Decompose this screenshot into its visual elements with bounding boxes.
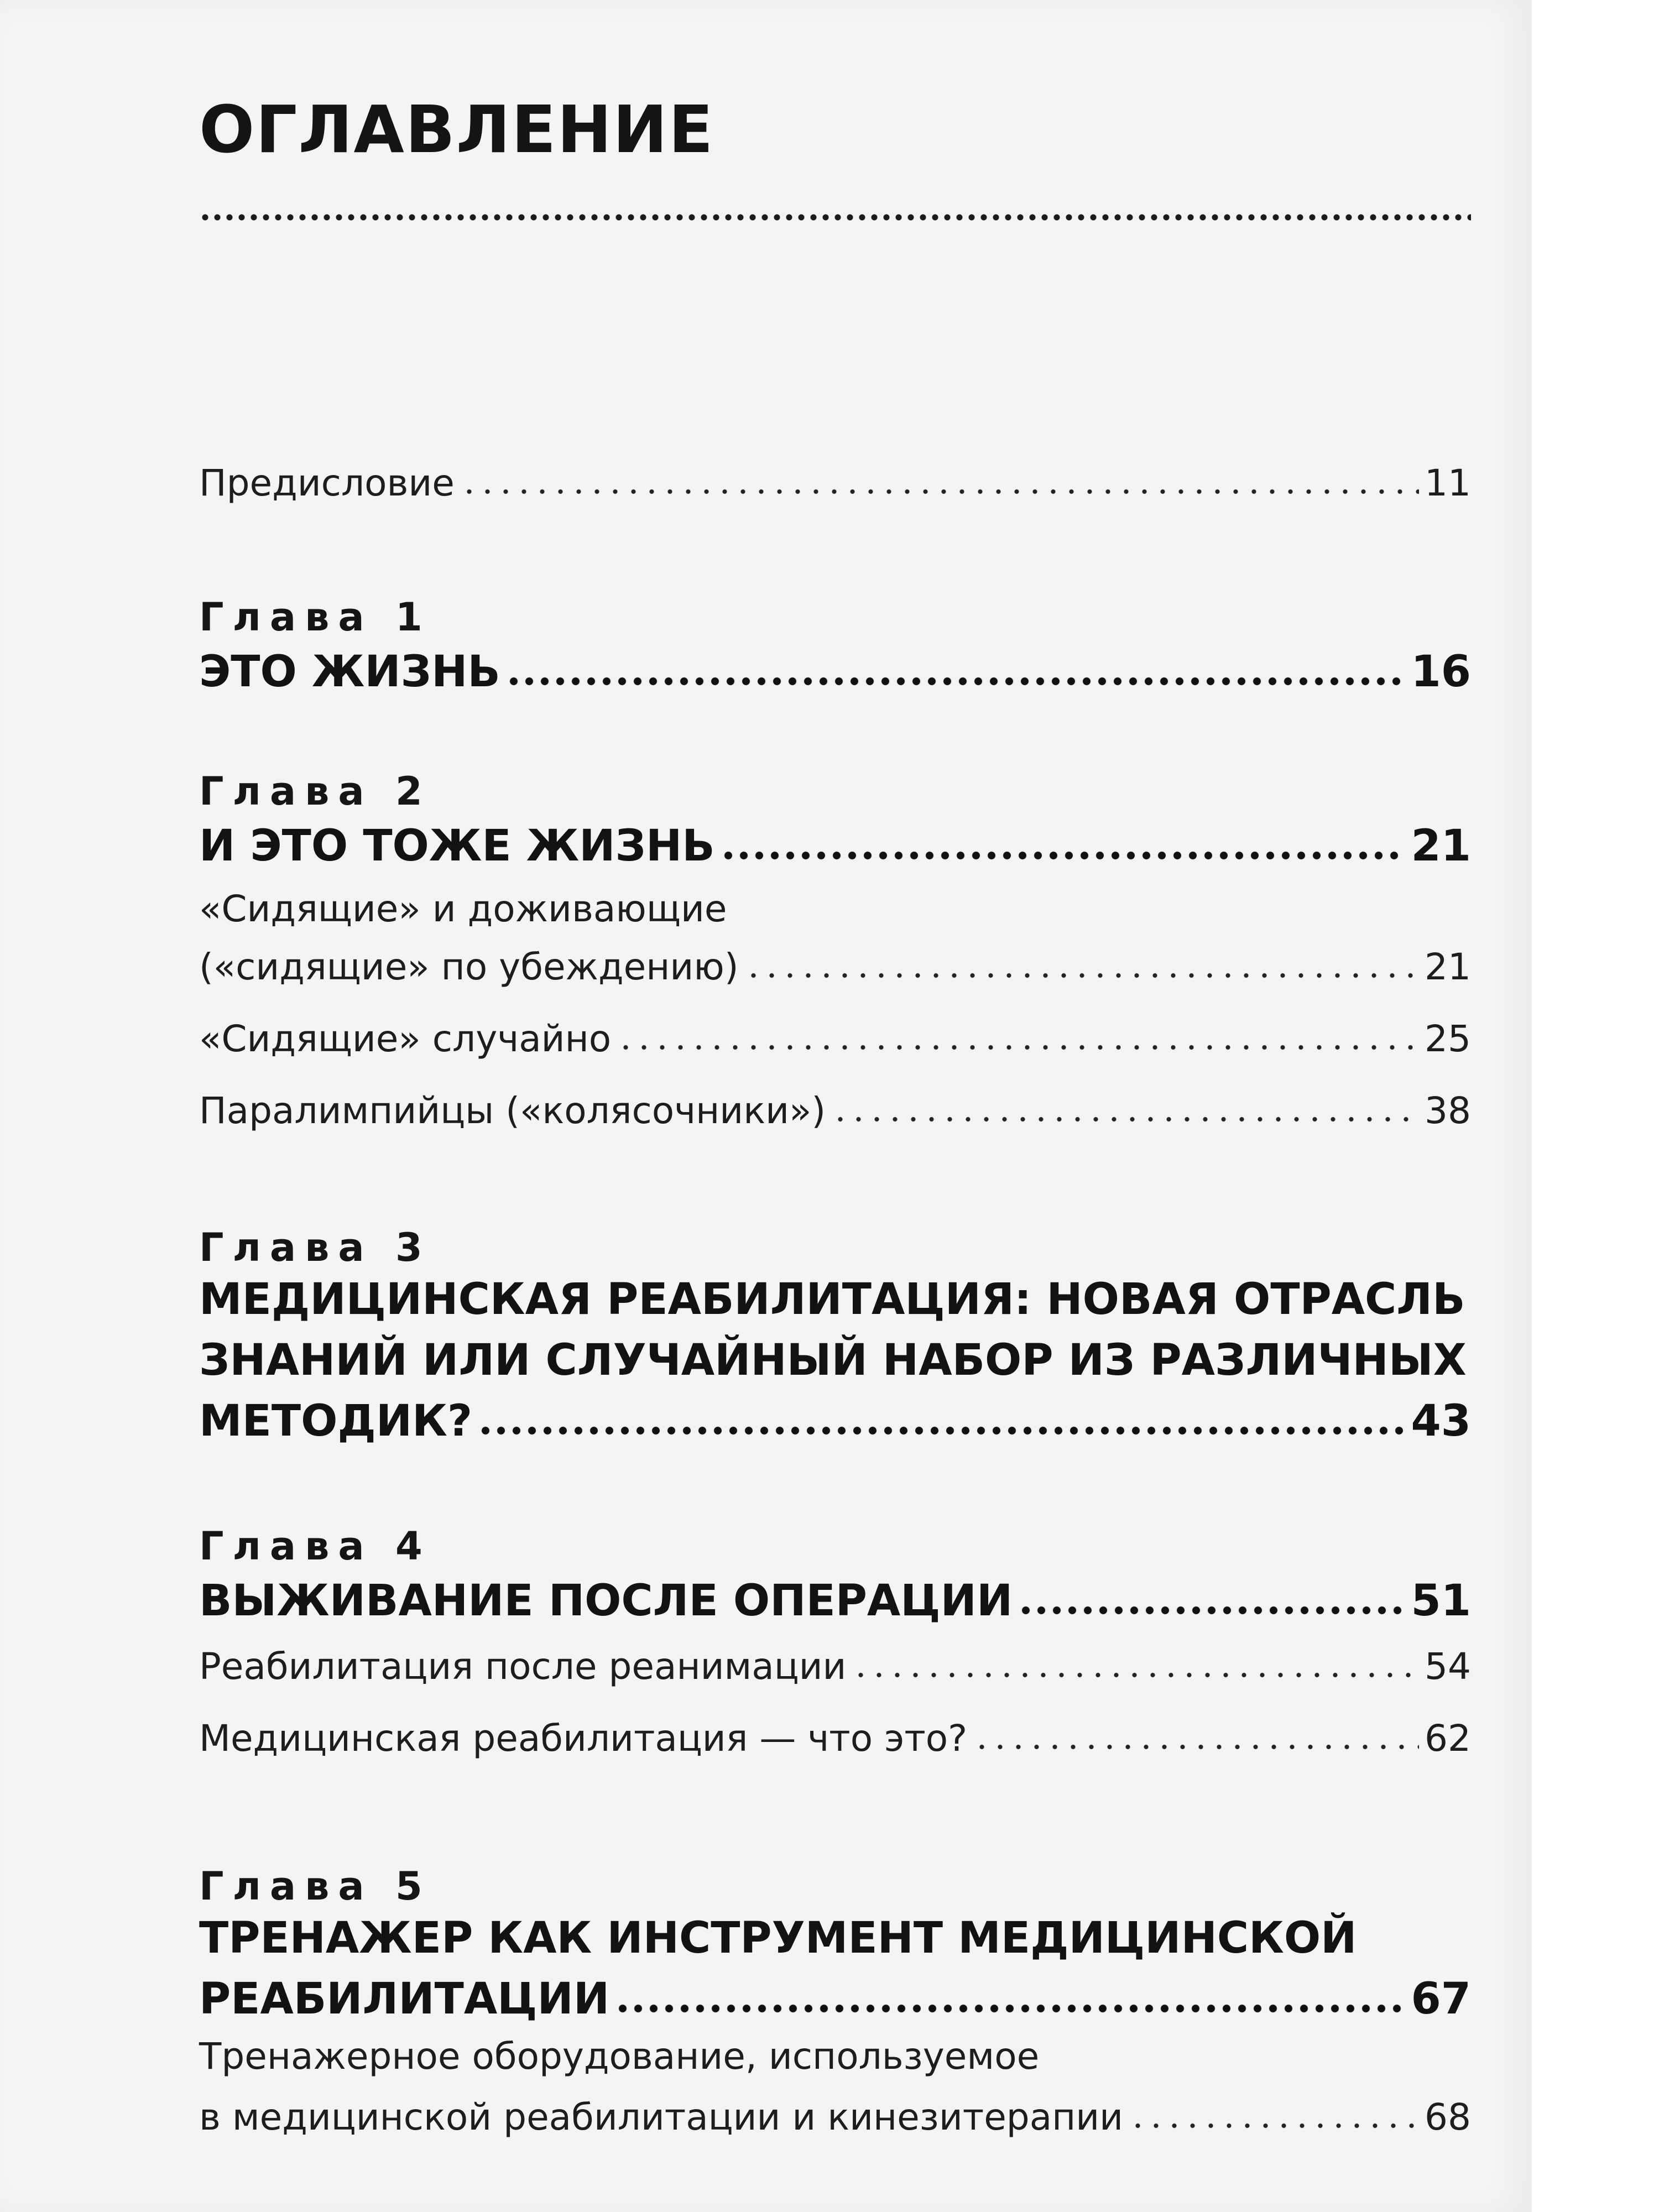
- toc-entry-sitting-by-chance[interactable]: [199, 1018, 1471, 1060]
- dot-leader: [615, 1975, 1405, 2013]
- toc-entry-text: «Сидящие» случайно: [199, 1018, 612, 1060]
- toc-page-number: 16: [1411, 647, 1471, 697]
- chapter-title-4[interactable]: [199, 1576, 1471, 1626]
- dot-leader: [506, 648, 1406, 686]
- dot-leader: [831, 1091, 1419, 1123]
- toc-page-number: 21: [1411, 821, 1471, 871]
- toc-page-number: 54: [1425, 1645, 1471, 1688]
- toc-entry-text: Паралимпийцы («колясочники»): [199, 1089, 826, 1132]
- toc-page-number: 51: [1411, 1576, 1471, 1626]
- page-title: ОГЛАВЛЕНИЕ: [199, 91, 714, 168]
- chapter-label-4: Глава 4: [199, 1524, 431, 1569]
- title-dotted-rule: [199, 213, 1471, 222]
- dot-leader: [973, 1718, 1419, 1751]
- dot-leader: [460, 463, 1419, 495]
- toc-entry-rehab-after-icu[interactable]: [199, 1645, 1471, 1688]
- chapter-label-5: Глава 5: [199, 1864, 431, 1909]
- toc-entry-text: Реабилитация после реанимации: [199, 1645, 847, 1688]
- toc-entry-line: Тренажерное оборудование, используемое: [199, 2035, 1040, 2078]
- chapter-label-2: Глава 2: [199, 769, 431, 814]
- toc-page-number: 21: [1425, 946, 1471, 988]
- toc-entry-sitting-by-conviction[interactable]: [199, 946, 1471, 988]
- chapter-label-3: Глава 3: [199, 1225, 431, 1270]
- dot-leader: [1129, 2097, 1419, 2130]
- toc-entry-text: Предисловие: [199, 462, 455, 504]
- dot-leader: [721, 822, 1406, 860]
- chapter-title-2[interactable]: [199, 821, 1471, 871]
- dot-leader: [617, 1019, 1419, 1051]
- toc-entry-preface[interactable]: [199, 462, 1471, 504]
- chapter-title-text: МЕТОДИК?: [199, 1396, 473, 1446]
- chapter-title-line: ЗНАНИЙ ИЛИ СЛУЧАЙНЫЙ НАБОР ИЗ РАЗЛИЧНЫХ: [199, 1335, 1467, 1385]
- dot-leader: [478, 1397, 1405, 1436]
- chapter-label-1: Глава 1: [199, 594, 431, 640]
- toc-page-number: 43: [1411, 1396, 1471, 1446]
- chapter-title-text: И ЭТО ТОЖЕ ЖИЗНЬ: [199, 821, 715, 871]
- chapter-title-line: ТРЕНАЖЕР КАК ИНСТРУМЕНТ МЕДИЦИНСКОЙ: [199, 1913, 1357, 1963]
- toc-entry-what-is-rehab[interactable]: [199, 1717, 1471, 1760]
- chapter-title-text: ВЫЖИВАНИЕ ПОСЛЕ ОПЕРАЦИИ: [199, 1576, 1013, 1626]
- toc-page-number: 38: [1425, 1089, 1471, 1132]
- dot-leader: [852, 1646, 1419, 1679]
- toc-entry-text: («сидящие» по убеждению): [199, 946, 739, 988]
- dot-leader: [744, 947, 1419, 979]
- chapter-title-text: РЕАБИЛИТАЦИИ: [199, 1974, 610, 2024]
- dot-leader: [1018, 1577, 1405, 1615]
- toc-entry-line: «Сидящие» и доживающие: [199, 888, 727, 930]
- chapter-title-5[interactable]: [199, 1974, 1471, 2024]
- chapter-title-text: ЭТО ЖИЗНЬ: [199, 647, 500, 697]
- chapter-title-1[interactable]: [199, 647, 1471, 697]
- toc-page-number: 62: [1425, 1717, 1471, 1760]
- toc-page-number: 68: [1425, 2096, 1471, 2138]
- toc-entry-paralympians[interactable]: [199, 1089, 1471, 1132]
- toc-page-number: 11: [1425, 462, 1471, 504]
- toc-page-number: 67: [1411, 1974, 1471, 2024]
- chapter-title-line: МЕДИЦИНСКАЯ РЕАБИЛИТАЦИЯ: НОВАЯ ОТРАСЛЬ: [199, 1275, 1465, 1324]
- toc-entry-text: в медицинской реабилитации и кинезитерапии: [199, 2096, 1124, 2138]
- chapter-title-3[interactable]: [199, 1396, 1471, 1446]
- toc-entry-text: Медицинская реабилитация — что это?: [199, 1717, 968, 1760]
- toc-entry-training-equipment[interactable]: [199, 2096, 1471, 2138]
- page-margin: [1532, 0, 1659, 2212]
- toc-page-number: 25: [1425, 1018, 1471, 1060]
